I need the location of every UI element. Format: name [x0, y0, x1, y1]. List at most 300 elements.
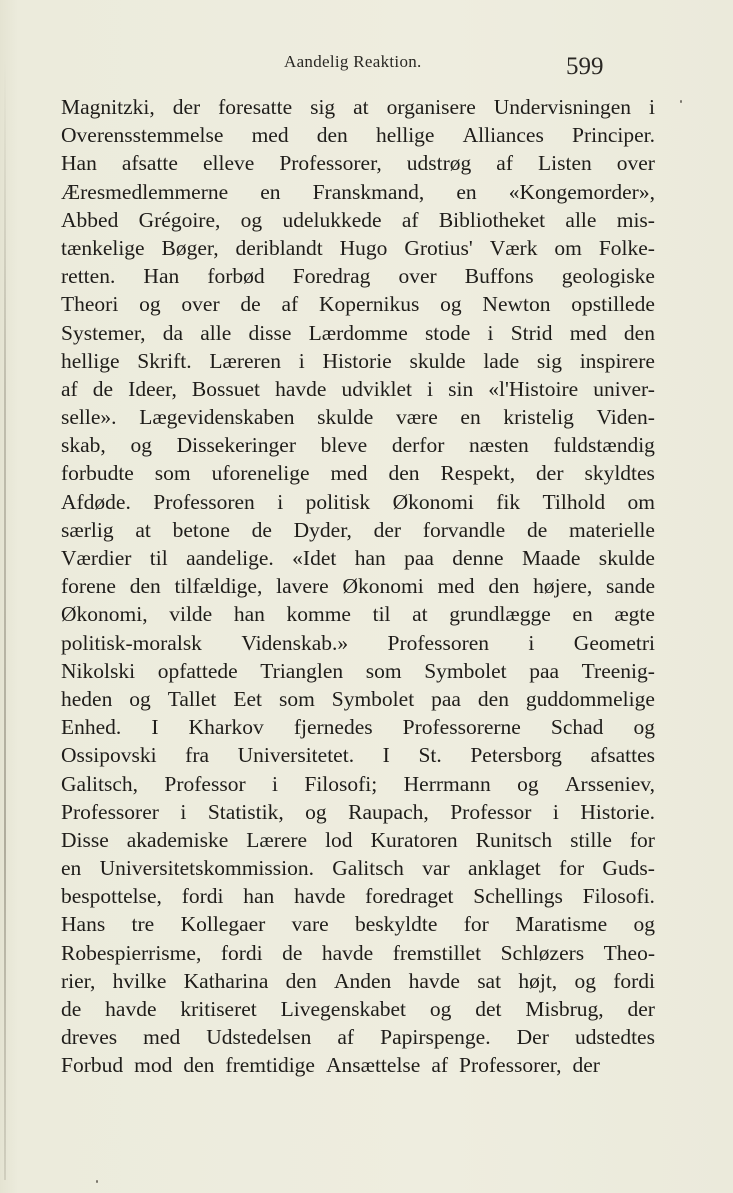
text-line	[61, 431, 655, 459]
word: udstrøg	[406, 151, 472, 176]
word: Forbud	[61, 1053, 124, 1078]
word: han	[354, 546, 386, 570]
word: grundlægge	[449, 602, 551, 627]
word: af	[431, 1053, 449, 1078]
text-line	[61, 798, 655, 826]
word: Maade	[521, 546, 581, 570]
word: kristelig	[503, 405, 574, 430]
word: aandelige.	[186, 546, 274, 570]
word: Ansættelse	[325, 1053, 421, 1078]
word: de	[251, 517, 272, 542]
text-line	[61, 319, 655, 347]
word: foredraget	[365, 884, 454, 909]
word: skulde	[598, 546, 655, 570]
word: Lærdomme	[308, 320, 408, 345]
word: inspirere	[579, 348, 655, 373]
word: forbød	[207, 264, 265, 289]
word: særlig	[61, 517, 114, 542]
word: om	[554, 235, 582, 260]
word: Professoren	[387, 630, 490, 655]
word: foresatte	[218, 95, 293, 119]
word: der	[172, 95, 201, 119]
word: der	[373, 517, 402, 542]
word: Dyder,	[293, 517, 352, 542]
word: Statistik,	[207, 799, 284, 824]
word: Livegenskabet	[280, 997, 407, 1021]
word: med	[330, 461, 368, 486]
word: Disse	[61, 827, 109, 852]
word: Anden	[333, 968, 392, 993]
word: at	[353, 95, 369, 119]
text-line	[61, 206, 655, 234]
word: Professorer,	[459, 1053, 562, 1078]
text-line	[61, 854, 655, 882]
text-line	[61, 488, 655, 516]
word: udstedtes	[574, 1025, 655, 1050]
word: hellige	[61, 348, 120, 373]
word: med	[569, 320, 607, 345]
word: I	[151, 715, 159, 740]
word: tre	[131, 912, 155, 937]
page-number: 599	[566, 53, 604, 80]
word: en	[460, 405, 481, 430]
word: og	[633, 715, 655, 740]
text-line	[61, 1051, 655, 1079]
word: Misbrug,	[525, 997, 604, 1021]
word: de	[61, 997, 82, 1021]
word: retten.	[61, 264, 116, 289]
word: fordi	[181, 884, 224, 909]
word: fordi	[220, 940, 263, 965]
word: Abbed	[61, 207, 119, 232]
word: sande	[606, 574, 655, 599]
text-line	[61, 939, 655, 967]
word: og	[574, 968, 596, 993]
word: Økonomi	[392, 489, 474, 514]
word: Der	[516, 1025, 549, 1050]
word: afsatte	[121, 151, 178, 176]
word: Maratisme	[515, 912, 608, 937]
word: Guds-	[602, 856, 655, 881]
word: Kharkov	[188, 715, 264, 740]
word: uforenelige	[211, 461, 310, 486]
word: bespottelse,	[61, 884, 162, 909]
word: fordi	[613, 968, 655, 993]
word: Runitsch	[475, 827, 553, 852]
word: derfor	[391, 433, 445, 458]
word: Filosofi.	[582, 884, 655, 909]
word: «Idet	[292, 546, 337, 570]
word: Herrmann	[403, 771, 491, 796]
word: fremstillet	[392, 940, 482, 965]
word: skyldtes	[584, 461, 655, 486]
word: højt,	[518, 968, 558, 993]
text-line	[61, 572, 655, 600]
word: Dissekeringer	[176, 433, 296, 458]
word: forvandle	[422, 517, 506, 542]
word: Ossipovski	[61, 743, 157, 768]
word: over	[398, 264, 437, 289]
word: om	[627, 489, 655, 514]
word: havde	[275, 376, 327, 401]
word: paa	[431, 686, 461, 711]
word: den	[129, 574, 161, 599]
text-line	[61, 262, 655, 290]
word: Buffons	[464, 264, 534, 289]
word: Arsseniev,	[565, 771, 655, 796]
word: af	[401, 207, 419, 232]
word: fjernedes	[293, 715, 373, 740]
word: Treenig-	[581, 658, 655, 683]
word: Kollegaer	[180, 912, 266, 937]
word: som	[154, 461, 191, 486]
word: en	[260, 179, 281, 204]
word: Værk	[489, 235, 538, 260]
text-line	[61, 516, 655, 544]
text-line	[61, 713, 655, 741]
word: Lærere	[246, 827, 308, 852]
word: i	[298, 348, 305, 373]
word: hvilke	[112, 968, 167, 993]
word: sat	[477, 968, 502, 993]
word: Tallet	[167, 686, 217, 711]
word: mod	[134, 1053, 173, 1078]
word: elleve	[202, 151, 255, 176]
word: kritiseret	[180, 997, 257, 1021]
word: de	[282, 940, 303, 965]
word: en	[61, 856, 82, 881]
word: tænkelige	[61, 235, 145, 260]
word: Læreren	[209, 348, 281, 373]
word: Bøger,	[161, 235, 219, 260]
word: en	[456, 179, 477, 204]
word: Historie	[322, 348, 392, 373]
word: stode	[424, 320, 471, 345]
word: for	[559, 856, 585, 881]
word: han	[243, 884, 275, 909]
word: alle	[565, 207, 597, 232]
word: og	[305, 799, 327, 824]
word: Symbolet	[331, 686, 415, 711]
word: for	[463, 912, 489, 937]
word: og	[429, 997, 452, 1021]
word: Enhed.	[61, 715, 122, 740]
word: var	[422, 856, 450, 881]
word: beskyldte	[355, 912, 438, 937]
word: forene	[61, 574, 116, 599]
word: Hans	[61, 912, 106, 937]
word: Foredrag	[292, 264, 371, 289]
text-line	[61, 459, 655, 487]
word: Theori	[61, 292, 119, 317]
word: for	[629, 827, 655, 852]
word: Galitsch	[332, 856, 404, 881]
word: Undervisningen	[493, 95, 632, 119]
word: sig	[310, 95, 336, 119]
word: Bossuet	[191, 376, 260, 401]
word: med	[143, 1025, 181, 1050]
word: Historie.	[580, 799, 655, 824]
text-line	[61, 1023, 655, 1051]
word: Respekt,	[440, 461, 516, 486]
word: højere,	[533, 574, 593, 599]
word: disse	[248, 320, 292, 345]
word: rier,	[61, 968, 96, 993]
word: Bibliotheket	[438, 207, 546, 232]
word: Professor	[164, 771, 246, 796]
word: det	[475, 997, 502, 1021]
text-line	[61, 149, 655, 177]
word: og	[129, 686, 151, 711]
word: Theo-	[603, 940, 655, 965]
word: skab,	[61, 433, 106, 458]
text-line	[61, 178, 655, 206]
text-line	[61, 234, 655, 262]
word: geologiske	[561, 264, 655, 289]
word: Schløzers	[500, 940, 585, 965]
word: St.	[418, 743, 442, 768]
word: Magnitzki,	[61, 95, 155, 119]
word: Schad	[550, 715, 604, 740]
word: og	[130, 433, 152, 458]
word: med	[251, 123, 289, 148]
word: der	[572, 1053, 600, 1078]
text-line	[61, 600, 655, 628]
word: havde	[408, 968, 460, 993]
word: opstillede	[571, 292, 655, 317]
word: komme	[286, 602, 351, 627]
word: lade	[483, 348, 520, 373]
word: næsten	[469, 433, 529, 458]
word: i	[552, 799, 559, 824]
word: udelukkede	[282, 207, 382, 232]
word: vilde	[169, 602, 213, 627]
text-line	[61, 826, 655, 854]
text-line	[61, 882, 655, 910]
running-title: Aandelig Reaktion.	[284, 52, 422, 71]
word: i	[277, 489, 284, 514]
word: sig	[536, 348, 562, 373]
paper-speck	[680, 100, 682, 103]
word: Systemer,	[61, 320, 146, 345]
paper-speck	[96, 1180, 98, 1183]
word: selle».	[61, 405, 117, 430]
word: den	[623, 320, 655, 345]
page-gutter-edge	[4, 60, 6, 1180]
word: over	[181, 292, 220, 317]
word: havde	[105, 997, 157, 1021]
word: Kopernikus	[319, 292, 420, 317]
word: Skrift.	[137, 348, 192, 373]
body-text	[61, 93, 655, 1080]
word: lavere	[276, 574, 329, 599]
word: stille	[570, 827, 612, 852]
word: som	[365, 658, 402, 683]
text-line	[61, 770, 655, 798]
word: Newton	[482, 292, 551, 317]
word: til	[149, 546, 168, 570]
word: forbudte	[61, 461, 134, 486]
word: og	[139, 292, 161, 317]
word: materielle	[568, 517, 655, 542]
word: Grotius'	[404, 235, 473, 260]
word: havde	[294, 884, 346, 909]
word: tilfældige,	[174, 574, 263, 599]
word: betone	[172, 517, 230, 542]
word: i	[272, 771, 278, 796]
word: Franskmand,	[312, 179, 425, 204]
word: de	[526, 517, 548, 542]
word: Petersborg	[470, 743, 562, 768]
word: Lægevidenskaben	[139, 405, 295, 430]
text-line	[61, 347, 655, 375]
word: lod	[325, 827, 353, 852]
text-line	[61, 995, 655, 1023]
word: over	[616, 151, 655, 176]
word: til	[372, 602, 391, 627]
word: Strid	[510, 320, 553, 345]
word: Filosofi;	[304, 771, 378, 796]
word: Universitetskommission.	[99, 856, 314, 881]
word: Økonomi,	[61, 602, 148, 627]
word: Videnskab.»	[241, 630, 349, 655]
word: da	[162, 320, 184, 345]
word: i	[487, 320, 494, 345]
word: den	[316, 123, 348, 148]
word: og	[633, 912, 655, 937]
word: udviklet	[341, 376, 412, 401]
word: Katharina	[183, 968, 269, 993]
word: Udstedelsen	[206, 1025, 312, 1050]
text-line	[61, 290, 655, 318]
word: Folke-	[598, 235, 655, 260]
word: Viden-	[596, 405, 655, 430]
word: univer-	[593, 376, 655, 401]
text-line	[61, 910, 655, 938]
word: politisk	[305, 489, 371, 514]
word: Overensstemmelse	[61, 123, 224, 148]
word: af	[281, 292, 299, 317]
word: vare	[291, 912, 329, 937]
word: «Kongemorder»,	[508, 179, 655, 204]
word: han	[233, 602, 265, 627]
word: at	[135, 517, 151, 542]
word: denne	[452, 546, 504, 570]
word: af	[61, 376, 78, 401]
word: Han	[143, 264, 180, 289]
word: Tilhold	[542, 489, 606, 514]
running-head	[0, 50, 733, 90]
word: Raupach,	[348, 799, 429, 824]
word: og	[240, 207, 263, 232]
word: i	[528, 630, 535, 655]
text-line	[61, 657, 655, 685]
word: anklaget	[467, 856, 541, 881]
word: skulde	[317, 405, 374, 430]
word: akademiske	[126, 827, 229, 852]
word: Universitetet.	[237, 743, 355, 768]
word: være	[395, 405, 438, 430]
word: heden	[61, 686, 113, 711]
word: og	[517, 771, 539, 796]
word: Æresmedlemmerne	[61, 179, 229, 204]
word: alle	[200, 320, 232, 345]
word: fra	[185, 743, 210, 768]
word: Robespierrisme,	[61, 940, 202, 965]
word: dreves	[61, 1025, 118, 1050]
text-line	[61, 741, 655, 769]
word: politisk-moralsk	[61, 630, 202, 655]
word: Professorer	[61, 799, 159, 824]
word: i	[649, 95, 655, 119]
word: den	[183, 1053, 215, 1078]
text-line	[61, 629, 655, 657]
word: Ideer,	[128, 376, 177, 401]
text-line	[61, 967, 655, 995]
word: Symbolet	[424, 658, 507, 683]
word: Afdøde.	[61, 489, 131, 514]
word: Økonomi	[342, 574, 424, 599]
text-line	[61, 544, 655, 572]
text-line	[61, 121, 655, 149]
word: at	[412, 602, 428, 627]
text-line	[61, 93, 655, 121]
word: fremtidige	[225, 1053, 315, 1078]
word: hellige	[375, 123, 435, 148]
word: Geometri	[573, 630, 655, 655]
word: opfattede	[157, 658, 238, 683]
word: Hugo	[339, 235, 388, 260]
word: de	[240, 292, 261, 317]
word: Professorerne	[402, 715, 521, 740]
word: paa	[404, 546, 434, 570]
word: Alliances	[462, 123, 544, 148]
word: en	[572, 602, 593, 627]
word: og	[440, 292, 462, 317]
word: «l'Histoire	[488, 376, 579, 401]
word: i	[427, 376, 434, 401]
word: den	[388, 461, 420, 486]
word: organisere	[386, 95, 476, 119]
word: de	[92, 376, 114, 401]
word: afsattes	[590, 743, 655, 768]
text-line	[61, 403, 655, 431]
text-line	[61, 685, 655, 713]
word: der	[536, 461, 564, 486]
word: i	[180, 799, 187, 824]
word: ægte	[614, 602, 655, 627]
word: deriblandt	[235, 235, 323, 260]
word: den	[477, 686, 509, 711]
word: Trianglen	[260, 658, 344, 683]
word: Nikolski	[61, 658, 136, 683]
word: Galitsch,	[61, 771, 139, 796]
word: Eet	[233, 686, 262, 711]
word: af	[496, 151, 513, 176]
word: paa	[529, 658, 560, 683]
word: Kuratoren	[370, 827, 458, 852]
text-line	[61, 375, 655, 403]
word: der	[627, 997, 655, 1021]
word: som	[278, 686, 315, 711]
word: mis-	[616, 207, 655, 232]
word: sin	[448, 376, 474, 401]
word: Han	[61, 151, 97, 176]
word: Papirspenge.	[380, 1025, 491, 1050]
word: Grégoire,	[138, 207, 221, 232]
word: skulde	[409, 348, 466, 373]
word: Professor	[450, 799, 532, 824]
